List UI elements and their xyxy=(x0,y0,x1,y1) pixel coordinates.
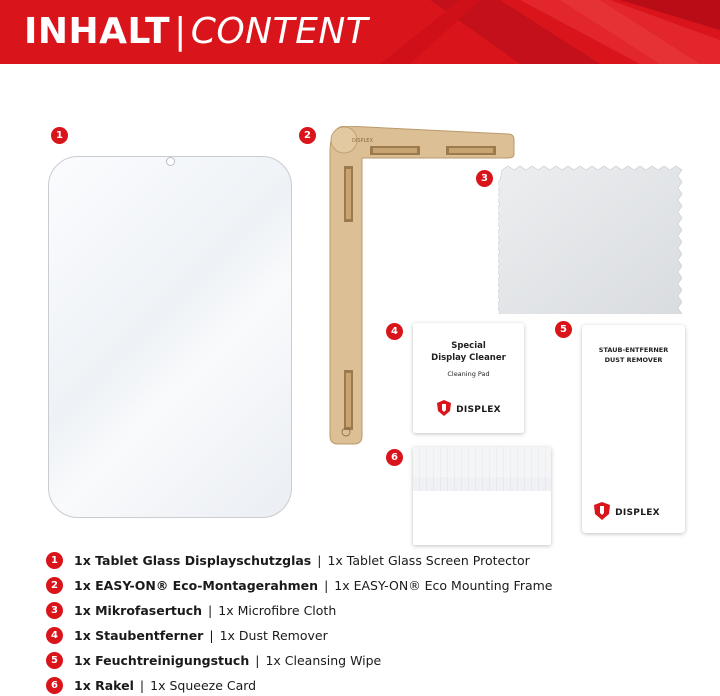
list-text xyxy=(74,652,381,669)
cleaner-title-line1: Special xyxy=(451,341,486,351)
list-name-de: 1x Staubentferner xyxy=(74,628,204,643)
list-number: 6 xyxy=(46,677,63,694)
list-text xyxy=(74,677,256,694)
page-title-separator: | xyxy=(174,11,187,52)
list-name-en: 1x Cleansing Wipe xyxy=(265,653,382,668)
display-cleaner-pack xyxy=(413,323,524,433)
cleaner-brand-word: DISPLEX xyxy=(456,405,501,415)
list-number: 4 xyxy=(46,627,63,644)
cleaner-brand-logo xyxy=(437,397,501,416)
microfibre-cloth-image xyxy=(498,164,693,314)
dust-remover-pack xyxy=(582,325,685,533)
list-name-de: 1x Tablet Glass Displayschutzglas xyxy=(74,553,312,568)
squeeze-card-image xyxy=(413,447,551,545)
list-number: 3 xyxy=(46,602,63,619)
list-separator: | xyxy=(317,553,322,568)
page-title-de: INHALT xyxy=(24,11,171,52)
badge-4: 4 xyxy=(386,323,403,340)
remover-brand-word: DISPLEX xyxy=(615,508,660,518)
page-title-en: CONTENT xyxy=(190,11,369,52)
list-name-en: 1x Tablet Glass Screen Protector xyxy=(327,553,530,568)
list-text xyxy=(74,627,328,644)
list-name-en: 1x Dust Remover xyxy=(219,628,328,643)
badge-3: 3 xyxy=(476,170,493,187)
remover-title xyxy=(582,345,685,365)
list-separator: | xyxy=(324,578,329,593)
shield-logo-icon xyxy=(437,400,451,416)
badge-2: 2 xyxy=(299,127,316,144)
list-text xyxy=(74,577,552,594)
camera-cutout xyxy=(166,157,175,166)
list-name-de: 1x Feuchtreinigungstuch xyxy=(74,653,250,668)
list-separator: | xyxy=(255,653,260,668)
list-number: 5 xyxy=(46,652,63,669)
squeeze-card-edge xyxy=(413,477,551,491)
remover-brand-logo xyxy=(594,500,660,520)
cleaner-title xyxy=(413,340,524,364)
badge-5: 5 xyxy=(555,321,572,338)
badge-6: 6 xyxy=(386,449,403,466)
list-number: 1 xyxy=(46,552,63,569)
list-name-de: 1x Mikrofasertuch xyxy=(74,603,203,618)
list-separator: | xyxy=(139,678,145,693)
shield-logo-icon xyxy=(594,502,610,520)
frame-brand-label: DISPLEX xyxy=(352,138,373,144)
list-number: 2 xyxy=(46,577,63,594)
cleaner-subtitle: Cleaning Pad xyxy=(447,370,490,378)
remover-title-line1: STAUB-ENTFERNER xyxy=(598,346,669,354)
tablet-glass-image xyxy=(48,156,292,518)
list-text xyxy=(74,552,530,569)
list-text xyxy=(74,602,336,619)
list-name-en: 1x Squeeze Card xyxy=(150,678,257,693)
page-title xyxy=(24,12,368,52)
list-separator: | xyxy=(209,628,214,643)
list-name-en: 1x Microfibre Cloth xyxy=(218,603,337,618)
list-name-de: 1x EASY-ON® Eco-Montagerahmen xyxy=(74,578,319,593)
remover-title-line2: DUST REMOVER xyxy=(604,356,663,364)
list-name-de: 1x Rakel xyxy=(74,678,134,693)
cleaner-title-line2: Display Cleaner xyxy=(431,353,506,363)
list-name-en: 1x EASY-ON® Eco Mounting Frame xyxy=(334,578,553,593)
header-banner xyxy=(0,0,720,64)
badge-1: 1 xyxy=(51,127,68,144)
list-separator: | xyxy=(208,603,213,618)
